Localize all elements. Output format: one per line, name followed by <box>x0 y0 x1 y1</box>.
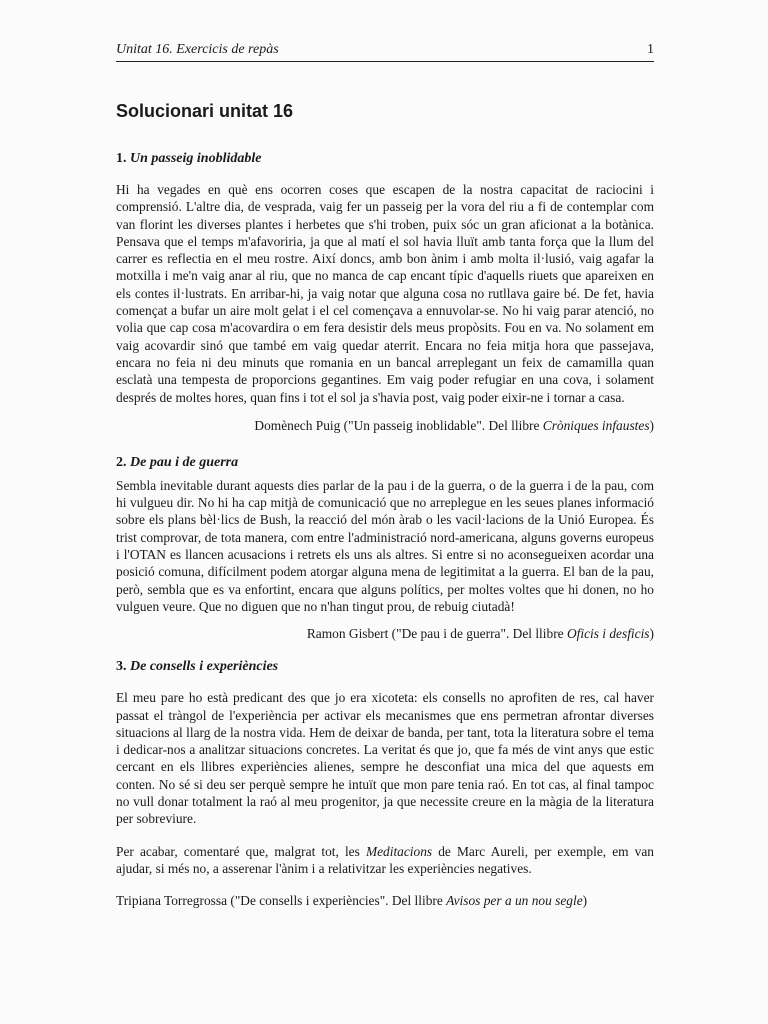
section-title: De pau i de guerra <box>130 454 239 470</box>
citation-close: ) <box>582 893 588 909</box>
citation-text: Tripiana Torregrossa ("De consells i experiències". Del llibre <box>116 893 447 909</box>
section-title: Un passeig inoblidable <box>130 151 262 166</box>
page-header <box>116 40 654 62</box>
paragraph-text: Per acabar, comentaré que, malgrat tot, les <box>116 843 366 859</box>
document-title: Solucionari unitat 16 <box>116 101 294 121</box>
citation-book: Oficis i desficis <box>566 626 650 642</box>
citation-close: ) <box>649 417 654 433</box>
citation-book: Cròniques infaustes <box>542 417 650 433</box>
citation-text: Domènech Puig ("Un passeig inoblidable". Del llibre <box>254 417 543 433</box>
section-paragraph <box>116 843 654 878</box>
source-citation <box>116 892 654 910</box>
citation-close: ) <box>649 626 654 642</box>
paragraph-text: de Marc Aureli, per exemple, em van ajudar, si més no, a asserenar l'ànim i a relativitzar les experiències negatives. <box>116 843 654 876</box>
section-heading <box>116 657 654 677</box>
source-citation <box>116 625 654 643</box>
page-number: 1 <box>647 42 654 57</box>
book-title: Meditacions <box>365 843 433 859</box>
section-number: 3. <box>116 659 127 675</box>
source-citation <box>116 417 654 435</box>
citation-text: Ramon Gisbert ("De pau i de guerra". Del llibre <box>306 626 567 642</box>
content <box>116 98 654 910</box>
section-paragraph: Hi ha vegades en què ens ocorren coses que escapen de la nostra capacitat de raciocini i comprensió. L'altre dia, de vesprada, vaig fer un passeig per la vora del riu a fi de contemplar com van florint les diverses plantes i herbetes que s'hi troben, puix sóc un gran aficionat a la botànica. Pensava que el temps m'afavoriria, ja que al matí el sol havia lluït amb tanta força que la llum del carrer es reflectia en el meu rostre. Així doncs, amb bon ànim i amb molta il·lusió, vaig agafar la motxilla i me'n vaig anar al riu, que no manca de cap encant típic d'aquells riuets que apareixen en els contes il·lustrats. En arribar-hi, ja vaig notar que alguna cosa no rutllava gaire bé. De fet, havia començat a bufar un aire molt gelat i el cel començava a ennuvolar-se. No hi vaig parar atenció, no volia que cap cosa m'acovardira o em fera desistir dels meus propòsits. Fou en va. No solament em vaig acovardir sinó que també em vaig quedar aterrit. Encara no feia mitja hora que passejava, encara no feia ni deu minuts que romania en un bancal arreplegant un feix de camamilla quan esclatà una tempesta de proporcions gegantines. Em vaig poder refugiar en una cova, i solament després de moltes hores, quan fins i tot el sol ja s'havia post, vaig poder eixir-ne i tornar a casa. <box>116 182 654 405</box>
section-paragraph: El meu pare ho està predicant des que jo era xicoteta: els consells no aprofiten de res, cal haver passat el tràngol de l'experiència per activar els mecanismes que ens permetran afrontar diverses situacions al llarg de la nostra vida. Hem de deixar de banda, per tant, tota la literatura sobre el tema i dedicar-nos a analitzar situacions concretes. La veritat és que jo, que fa més de vint anys que estic cercant en els llibres experiències alienes, sempre he desconfiat una mica del que aquests em conten. No sé si deu ser perquè sempre he intuït que mon pare tenia raó. En tot cas, al final tampoc no vull donar totalment la raó al meu progenitor, ja que necessite creure en la màgia de la literatura per sobreviure. <box>116 690 654 827</box>
section-heading <box>116 149 654 169</box>
section-paragraph: Sembla inevitable durant aquests dies parlar de la pau i de la guerra, o de la guerra i de la pau, com hi vulgueu dir. No hi ha cap mitjà de comunicació que no arreplegue en les seues planes informació sobre els plans bèl·lics de Bush, la reacció del món àrab o les vacil·lacions de la Unió Europea. És trist comprovar, de tota manera, com entre l'administració nord-americana, alguns governs europeus i l'OTAN es llancen acusacions i retrets els uns als altres. Si entre si no aconsegueixen acordar una posició comuna, difícilment podem atorgar alguna mena de legitimitat a la guerra. El ban de la pau, però, sembla que es va enfortint, encara que alguns polítics, per moltes voltes que hi donen, no ho vulguen veure. Que no diguen que no n'han tingut prou, de rebuig ciutadà! <box>116 477 654 614</box>
citation-book: Avisos per a un nou segle <box>446 893 583 909</box>
header-title: Unitat 16. Exercicis de repàs <box>116 42 279 57</box>
section-number: 1. <box>116 151 127 166</box>
section-number: 2. <box>116 454 127 470</box>
section-heading <box>116 453 654 473</box>
section-title: De consells i experiències <box>130 659 279 675</box>
